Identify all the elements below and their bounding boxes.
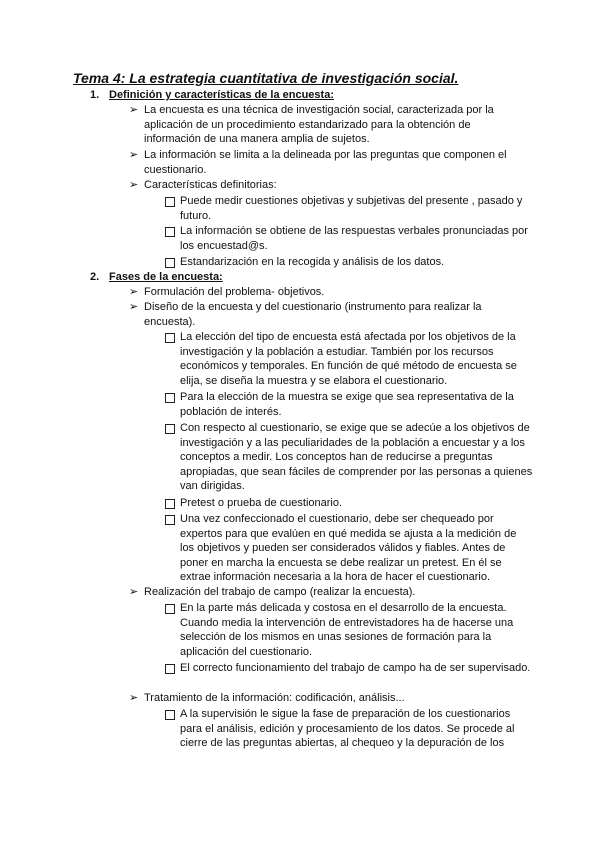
bullet-item — [129, 148, 529, 177]
arrow-bullet-icon: ➢ — [129, 179, 139, 191]
bullet-item — [129, 691, 529, 706]
arrow-bullet-icon: ➢ — [129, 692, 139, 704]
section-heading — [90, 270, 223, 285]
bullet-text: La información se limita a la delineada por las preguntas que componen el cuestionario. — [144, 149, 507, 176]
checklist-text: Una vez confeccionado el cuestionario, debe ser chequeado por expertos para que evalúen en qué medida se ajusta a la medición de los objetivos y pueden ser considerados válidos y fiables. Antes de poner en marcha la encuesta se debe realizar un pretest. En él se extrae información necesaria a la hora de hacer el cuestionario. — [180, 513, 517, 584]
checkbox-icon — [165, 664, 175, 674]
checklist-item — [163, 601, 533, 659]
checklist-text: La información se obtiene de las respuestas verbales pronunciadas por los encuestad@s. — [180, 225, 528, 252]
bullet-item — [129, 285, 529, 300]
checklist-item — [163, 390, 533, 419]
checklist-item — [163, 224, 533, 253]
bullet-item — [129, 585, 529, 600]
bullet-text: La encuesta es una técnica de investigación social, caracterizada por la aplicación de un procedimiento estandarizado para la obtención de información de una manera amplia de sujetos. — [144, 104, 494, 146]
arrow-bullet-icon: ➢ — [129, 301, 139, 313]
checklist-text: Puede medir cuestiones objetivas y subjetivas del presente , pasado y futuro. — [180, 195, 523, 222]
section-number: 1. — [90, 89, 100, 101]
checkbox-icon — [165, 258, 175, 268]
checklist-item — [163, 255, 533, 270]
checklist-text: La elección del tipo de encuesta está afectada por los objetivos de la investigación y la población a estudiar. También por los recursos económicos y temporales. En función de qué método de encuesta se elija, se diseña la muestra y se elabora el cuestionario. — [180, 331, 517, 387]
checkbox-icon — [165, 515, 175, 525]
bullet-item — [129, 300, 529, 329]
arrow-bullet-icon: ➢ — [129, 104, 139, 116]
checklist-text: En la parte más delicada y costosa en el desarrollo de la encuesta. Cuando media la intervención de entrevistadores ha de hacerse una selección de los mismos en unas sesiones de formación para la aplicación del cuestionario. — [180, 602, 514, 658]
checkbox-icon — [165, 424, 175, 434]
arrow-bullet-icon: ➢ — [129, 149, 139, 161]
checklist-item — [163, 707, 533, 751]
checkbox-icon — [165, 604, 175, 614]
checklist-item — [163, 512, 533, 585]
bullet-item — [129, 103, 529, 147]
checklist-text: Pretest o prueba de cuestionario. — [180, 497, 343, 509]
checkbox-icon — [165, 393, 175, 403]
checklist-item — [163, 496, 533, 511]
arrow-bullet-icon: ➢ — [129, 286, 139, 298]
bullet-text: Formulación del problema- objetivos. — [144, 286, 325, 298]
bullet-text: Realización del trabajo de campo (realizar la encuesta). — [144, 586, 416, 598]
section-number: 2. — [90, 271, 100, 283]
checklist-item — [163, 194, 533, 223]
page-title: Tema 4: La estrategia cuantitativa de investigación social. — [73, 70, 459, 86]
checklist-text: Para la elección de la muestra se exige que sea representativa de la población de interés. — [180, 391, 514, 418]
bullet-text: Características definitorias: — [144, 179, 277, 191]
checklist-text: Con respecto al cuestionario, se exige que se adecúe a los objetivos de investigación y a las peculiaridades de la población a encuestar y a los conceptos a medir. Los conceptos han de reducirse a preguntas apropiadas, que sean fáciles de comprender por las personas a quienes van dirigidas. — [180, 422, 533, 493]
checklist-text: Estandarización en la recogida y análisis de los datos. — [180, 256, 445, 268]
checklist-text: A la supervisión le sigue la fase de preparación de los cuestionarios para el análisis, edición y procesamiento de los datos. Se procede al cierre de las preguntas abiertas, al chequeo y la depuración de los — [180, 708, 515, 750]
checklist-item — [163, 421, 533, 494]
checkbox-icon — [165, 197, 175, 207]
bullet-item — [129, 178, 529, 193]
arrow-bullet-icon: ➢ — [129, 586, 139, 598]
section-title: Definición y características de la encuesta: — [109, 89, 334, 101]
bullet-text: Diseño de la encuesta y del cuestionario (instrumento para realizar la encuesta). — [144, 301, 482, 328]
checklist-item — [163, 330, 533, 388]
checklist-item — [163, 661, 533, 676]
checkbox-icon — [165, 499, 175, 509]
checkbox-icon — [165, 333, 175, 343]
checklist-text: El correcto funcionamiento del trabajo de campo ha de ser supervisado. — [180, 662, 531, 674]
checkbox-icon — [165, 710, 175, 720]
section-title: Fases de la encuesta: — [109, 271, 223, 283]
checkbox-icon — [165, 227, 175, 237]
bullet-text: Tratamiento de la información: codificación, análisis... — [144, 692, 405, 704]
section-heading — [90, 88, 334, 103]
